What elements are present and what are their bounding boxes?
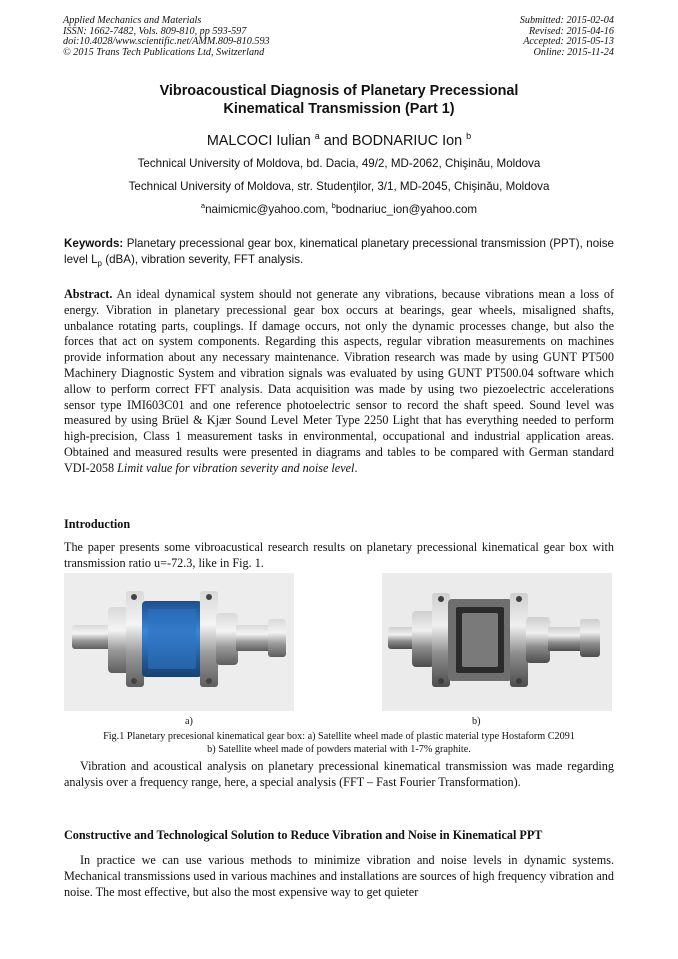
affiliation-2: Technical University of Moldova, str. Studenţilor, 3/1, MD-2045, Chişinău, Moldova — [128, 180, 550, 193]
paragraph-after-figure: Vibration and acoustical analysis on planetary precessional kinematical transmission was made regarding analysis over a frequency range, here, a special analysis (FFT – Fast Fourier Transformation). — [64, 759, 614, 789]
journal-doi: doi:10.4028/www.scientific.net/AMM.809-810.593 — [63, 36, 270, 48]
keywords-text-1: Planetary precessional gear box, kinematical planetary precessional transmission (PPT), noise level L — [64, 237, 614, 266]
journal-info — [63, 16, 270, 58]
date-accepted: Accepted: 2015-05-13 — [523, 36, 614, 48]
journal-issn: ISSN: 1662-7482, Vols. 809-810, pp 593-597 — [63, 25, 247, 37]
keywords-text-2: (dBA), vibration severity, FFT analysis. — [105, 253, 304, 266]
keywords-subscript: p — [97, 259, 102, 268]
abstract-text: An ideal dynamical system should not generate any vibrations, because vibrations mean a loss of energy. Vibration in planetary precessional gear box occurs at bearings, gear wheels, misaligned shafts, unbalance rotating parts, couplings. If damage occurs, not only the dynamic processes change, but also the forces that act on system components. Regarding this aspects, regular vibration measurements on machines provide information about any necessary maintenance. Vibration research was made by using GUNT PT500 Machinery Diagnostic System and vibration signals was evaluated by using GUNT PT500.04 software which allow to perform correct FFT analysis. Data acquisition was made by using two piezoelectric accelerations sensor type IMI603C01 and one reference photoelectric sensor to record the shaft speed. Sound level was measured by using Brüel & Kjær Sound Level Meter Type 2250 Light that has everything needed to perform high-precision, Class 1 measurement tasks in environmental, occupational and industrial application areas. Obtained and measured results were presented in diagrams and tables to be compared with German standard VDI-2058 — [64, 287, 614, 475]
email-a[interactable]: naimicmic@yahoo.com, — [205, 203, 329, 216]
author-1-marker: a — [314, 131, 320, 141]
gearbox-powder-image — [382, 573, 612, 711]
submission-dates — [520, 16, 614, 58]
abstract-label: Abstract. — [64, 287, 113, 301]
abstract — [64, 287, 614, 477]
figure-1b-label: b) — [472, 716, 481, 727]
figure-1a-photo — [64, 573, 294, 711]
gearbox-plastic-image — [64, 573, 294, 711]
author-2-marker: b — [466, 131, 472, 141]
author-emails — [0, 201, 678, 216]
author-2: BODNARIUC Ion — [351, 133, 463, 149]
introduction-heading: Introduction — [64, 517, 131, 531]
author-1: MALCOCI Iulian — [206, 133, 311, 149]
abstract-italic-text: Limit value for vibration severity and noise level — [117, 460, 355, 475]
date-online: Online: 2015-11-24 — [533, 46, 614, 58]
title-line-1: Vibroacoustical Diagnosis of Planetary Precessional — [159, 83, 519, 99]
abstract-end: . — [354, 460, 358, 475]
keywords-label: Keywords: — [64, 237, 124, 250]
title-line-2: Kinematical Transmission (Part 1) — [223, 101, 455, 117]
date-revised: Revised: 2015-04-16 — [528, 25, 614, 37]
email-b[interactable]: bodnariuc_ion@yahoo.com — [335, 203, 478, 216]
section-2-heading: Constructive and Technological Solution to Reduce Vibration and Noise in Kinematical PPT — [64, 828, 543, 842]
journal-name: Applied Mechanics and Materials — [63, 15, 202, 26]
email-a-marker: a — [200, 201, 206, 210]
authors-conjunction: and — [323, 133, 348, 149]
section-2-text: In practice we can use various methods to minimize vibration and noise levels in dynamic systems. Mechanical transmissions used in various machines and installations are sources of high frequency vibration and noise. The most effective, but also the most expensive way to get quieter — [64, 853, 614, 899]
figure-1a-label: a) — [185, 716, 193, 727]
keywords — [64, 236, 614, 272]
date-submitted: Submitted: 2015-02-04 — [519, 15, 614, 26]
caption-line-1: Fig.1 Planetary precesional kinematical gear box: a) Satellite wheel made of plastic material type Hostaform C2091 — [103, 731, 575, 742]
caption-line-2: b) Satellite wheel made of powders material with 1-7% graphite. — [207, 744, 471, 755]
authors — [0, 131, 678, 149]
journal-copyright: © 2015 Trans Tech Publications Ltd, Switzerland — [63, 46, 265, 58]
figure-1b-photo — [382, 573, 612, 711]
email-b-marker: b — [331, 201, 336, 210]
paper-title — [0, 82, 678, 118]
introduction-text: The paper presents some vibroacustical research results on planetary precessional kinematical gear box with transmission ratio u=-72.3, like in Fig. 1. — [64, 540, 614, 570]
affiliation-1: Technical University of Moldova, bd. Dacia, 49/2, MD-2062, Chişinău, Moldova — [137, 157, 541, 170]
figure-1-caption — [64, 730, 614, 756]
